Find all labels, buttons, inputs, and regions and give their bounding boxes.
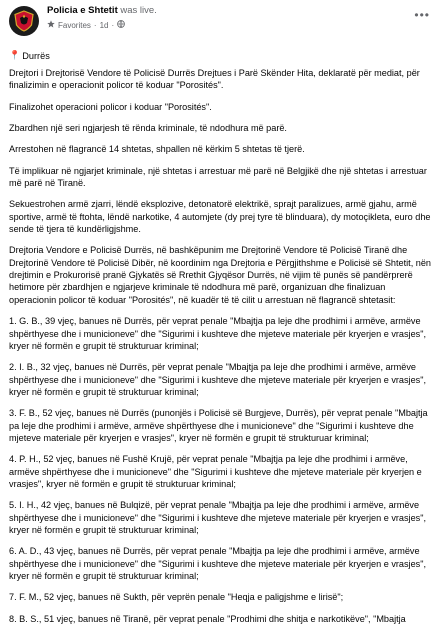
arrest-list-item: 3. F. B., 52 vjeç, banues në Durrës (punonjës i Policisë së Burgjeve, Durrës), për veprat penale "Mbajtja pa leje dhe prodhimi i armëve, armëve shpërthyese dhe i municioneve" dhe "Sigurimi i kushteve dhe mjeteve materiale për kryerjen e vrasjes", kryer në formën e grupit të strukturuar kriminal;	[9, 408, 428, 443]
post-paragraph: Të implikuar në ngjarjet kriminale, një shtetas i arrestuar më parë në Belgjikë dhe një shtetas i arrestuar më parë në Tiranë.	[9, 165, 427, 189]
arrest-list-item: 2. I. B., 32 vjeç, banues në Durrës, për veprat penale "Mbajtja pa leje dhe prodhimi i armëve, armëve shpërthyese dhe i municioneve" dhe "Sigurimi i kushteve dhe mjeteve materiale për kryerjen e vrasjes", kryer në formën e grupit të strukturuar kriminal;	[9, 362, 426, 397]
avatar[interactable]	[9, 6, 39, 36]
arrest-list-item: 6. A. D., 43 vjeç, banues në Durrës, për veprat penale "Mbajtja pa leje dhe prodhimi i armëve, armëve shpërthyese dhe i municioneve" dhe "Sigurimi i kushteve dhe mjeteve materiale për kryerjen e vrasjes", kryer në formën e grupit të strukturuar kriminal;	[9, 546, 426, 581]
author-line	[47, 4, 157, 18]
separator-dot: ·	[93, 21, 97, 30]
arrest-list-item: 1. G. B., 39 vjeç, banues në Durrës, për veprat penale "Mbajtja pa leje dhe prodhimi i armëve, armëve shpërthyese dhe i municioneve" dhe "Sigurimi i kushteve dhe mjeteve materiale për kryerjen e vrasjes", kryer në formën e grupit të strukturuar kriminal;	[9, 316, 426, 351]
ellipsis-icon[interactable]: •••	[414, 8, 430, 22]
location-text: Durrës	[22, 50, 50, 61]
police-logo-icon	[13, 10, 35, 32]
page-name[interactable]: Policia e Shtetit	[47, 5, 118, 16]
audience-label[interactable]: Favorites	[58, 21, 91, 30]
post-meta	[47, 4, 157, 33]
post-paragraph: Drejtori i Drejtorisë Vendore të Policisë Durrës Drejtues i Parë Skënder Hita, deklaratë për mediat, për finalizimin e operacionit policor të koduar "Porosités".	[9, 68, 420, 91]
post-subline	[47, 19, 157, 33]
post-paragraph: Sekuestrohen armë zjarri, lëndë eksplozive, detonatorë elektrikë, sprajt paralizues, armë gjahu, armë sportive, armë të ftohta, lëndë narkotike, 4 automjete (dy prej tyre të blinduara), dy motoçikleta, euro dhe sende të tjera të kundërligjshme.	[9, 199, 431, 235]
location-line	[9, 50, 433, 61]
globe-icon	[117, 19, 125, 33]
post-paragraph: Drejtoria Vendore e Policisë Durrës, në bashkëpunim me Drejtorinë Vendore të Policisë Tiranë dhe Drejtorinë Vendore të Policisë Dibër, në koordinim nga Drejtoria e Përgjithshme e Policisë së Shtetit, nën drejtimin e Prokurorisë pranë Gjykatës së Rrethit Gjyqësor Durrës, në vijim të punës së pandërprerë hetimore për zbardhjen e ngjarjeve kriminale të ndodhura më parë, organizuan dhe finalizuan operacionin policor të koduar "Porosités", në kuadër të të cilit u arrestuan në flagrancë shtetasit:	[9, 245, 431, 305]
post-paragraph: Zbardhen një seri ngjarjesh të rënda kriminale, të ndodhura më parë.	[9, 123, 287, 134]
pin-icon: 📍	[9, 50, 21, 60]
post-paragraph: Arrestohen në flagrancë 14 shtetas, shpallen në kërkim 5 shtetas të tjerë.	[9, 144, 305, 155]
separator-dot: ·	[111, 21, 115, 30]
post-header	[9, 4, 433, 48]
arrest-list-item: 7. F. M., 52 vjeç, banues në Sukth, për veprën penale "Heqja e paligjshme e lirisë";	[9, 592, 344, 603]
star-icon	[47, 19, 55, 33]
live-status-text: was live.	[120, 5, 157, 16]
arrest-list-item: 4. P. H., 52 vjeç, banues në Fushë Krujë, për veprat penale "Mbajtja pa leje dhe prodhimi i armëve, armëve shpërthyese dhe i municioneve" dhe "Sigurimi i kushteve dhe mjeteve materiale për kryerjen e vrasjes", kryer në formën e grupit të strukturuar kriminal;	[9, 454, 422, 489]
post-body	[9, 67, 433, 625]
post-time[interactable]: 1d	[99, 21, 109, 30]
post-paragraph: Finalizohet operacioni policor i koduar "Porosités".	[9, 101, 212, 112]
arrest-list-item: 5. I. H., 42 vjeç, banues në Bulqizë, për veprat penale "Mbajtja pa leje dhe prodhimi i armëve, armëve shpërthyese dhe i municioneve" dhe "Sigurimi i kushteve dhe mjeteve materiale për kryerjen e vrasjes", kryer në formën e grupit të strukturuar kriminal;	[9, 500, 426, 535]
arrest-list-item: 8. B. S., 51 vjeç, banues në Tiranë, për veprat penale "Prodhimi dhe shitja e narkotikëve", "Mbajtja	[9, 613, 406, 624]
